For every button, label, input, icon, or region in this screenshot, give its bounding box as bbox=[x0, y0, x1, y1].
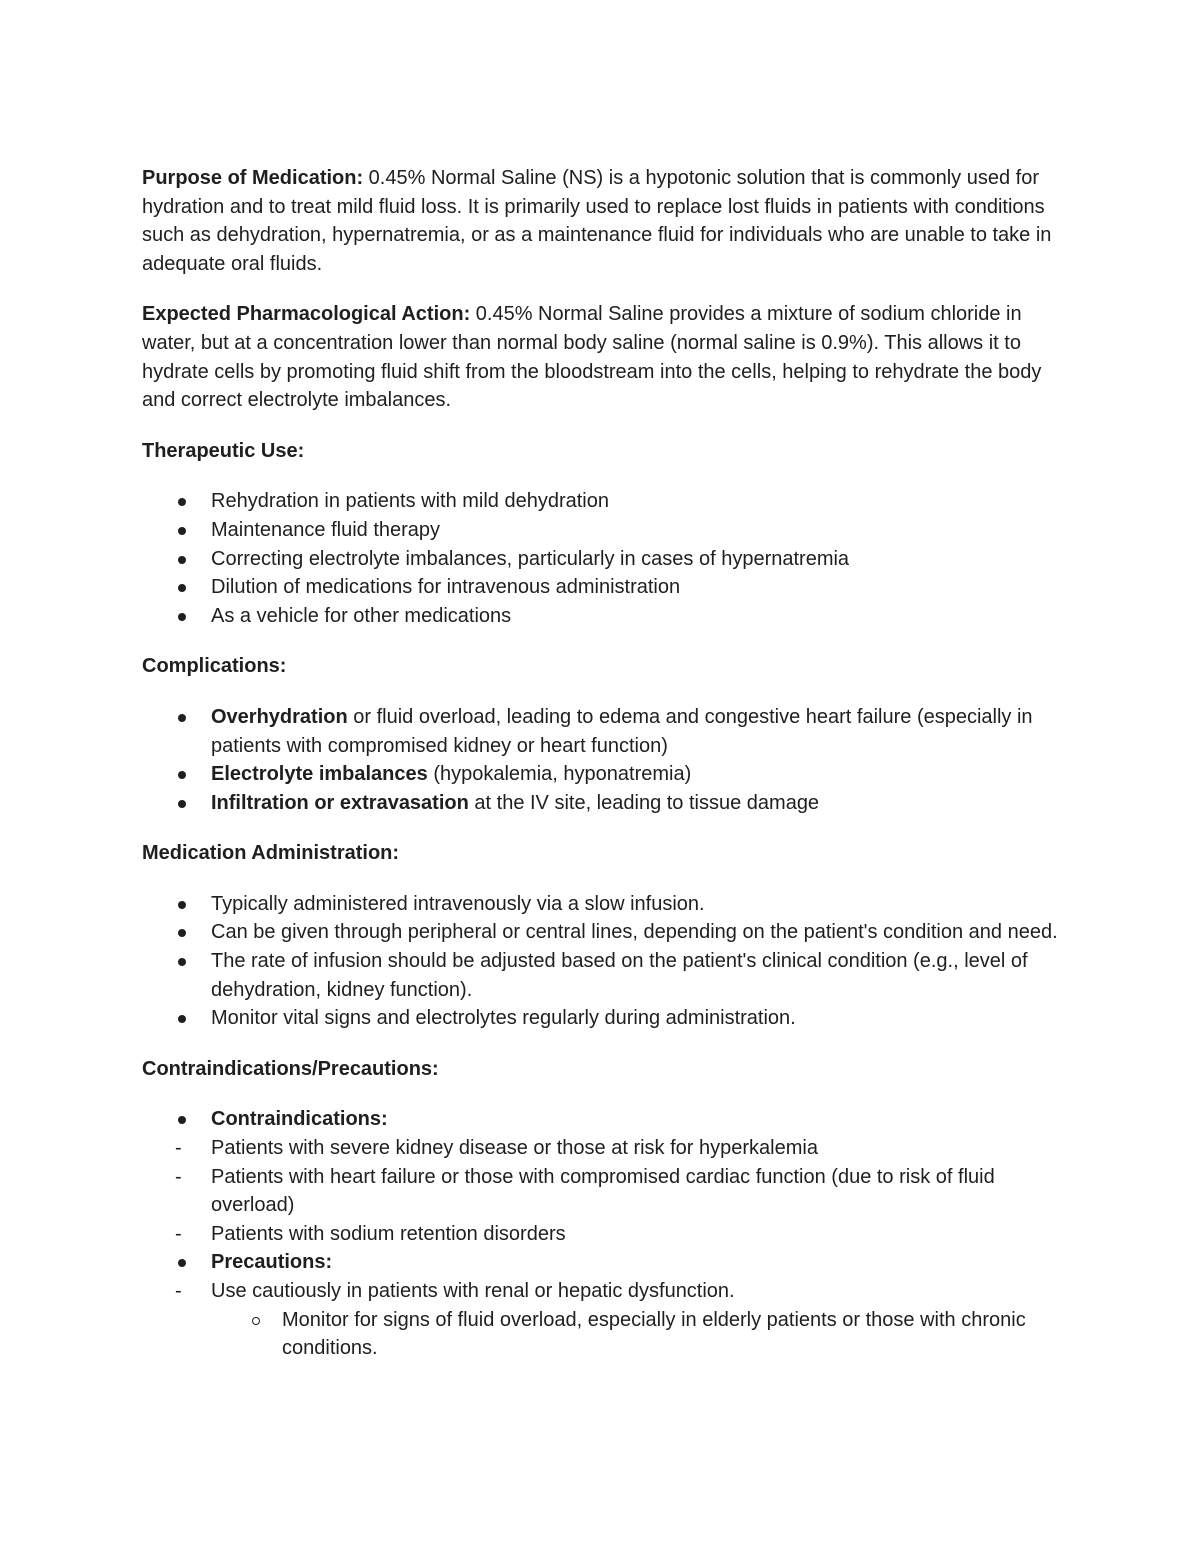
therapeutic-heading: Therapeutic Use: bbox=[142, 439, 305, 462]
contraindications-list bbox=[142, 1105, 1062, 1362]
list-item-text: Monitor vital signs and electrolytes regularly during administration. bbox=[211, 1007, 796, 1030]
list-item bbox=[142, 703, 1062, 760]
purpose-text: 0.45% Normal Saline (NS) is a hypotonic solution that is commonly used for hydration and to treat mild fluid loss. It is primarily used to replace lost fluids in patients with conditions such as dehydration, hypernatremia, or as a maintenance fluid for individuals who are unable to take in adequate oral fluids. bbox=[142, 167, 1052, 275]
complication-term: Infiltration or extravasation bbox=[211, 791, 469, 814]
list-item-text: Patients with heart failure or those with compromised cardiac function (due to risk of fluid overload) bbox=[211, 1165, 995, 1217]
dash-icon bbox=[142, 1277, 211, 1306]
list-item-text: As a vehicle for other medications bbox=[211, 604, 512, 627]
bullet-icon bbox=[142, 602, 211, 631]
administration-list bbox=[142, 890, 1062, 1033]
therapeutic-list bbox=[142, 487, 1062, 630]
list-item bbox=[142, 918, 1062, 947]
list-item-text: Patients with sodium retention disorders bbox=[211, 1222, 566, 1245]
bullet-icon bbox=[142, 703, 211, 732]
list-item bbox=[142, 1306, 1062, 1363]
list-item bbox=[142, 947, 1062, 1004]
bullet-icon bbox=[142, 1105, 211, 1134]
bullet-icon bbox=[142, 947, 211, 976]
list-item bbox=[142, 516, 1062, 545]
bullet-icon bbox=[142, 760, 211, 789]
complications-list bbox=[142, 703, 1062, 817]
dash-icon bbox=[142, 1220, 211, 1249]
list-item-text: Patients with severe kidney disease or those at risk for hyperkalemia bbox=[211, 1137, 818, 1160]
complication-text: at the IV site, leading to tissue damage bbox=[468, 791, 820, 814]
list-item bbox=[142, 789, 1062, 818]
list-item bbox=[142, 1248, 1062, 1277]
list-item bbox=[142, 1004, 1062, 1033]
purpose-paragraph bbox=[142, 164, 1062, 278]
precautions-label: Precautions: bbox=[211, 1251, 333, 1274]
complications-heading: Complications: bbox=[142, 655, 287, 678]
action-paragraph bbox=[142, 300, 1062, 414]
complication-text: (hypokalemia, hyponatremia) bbox=[427, 763, 692, 786]
list-item-text: Rehydration in patients with mild dehydration bbox=[211, 490, 609, 513]
list-item bbox=[142, 573, 1062, 602]
purpose-label: Purpose of Medication: bbox=[142, 167, 364, 189]
list-item bbox=[142, 545, 1062, 574]
bullet-icon bbox=[142, 789, 211, 818]
list-item-text: Maintenance fluid therapy bbox=[211, 518, 441, 541]
list-item bbox=[142, 1163, 1062, 1220]
list-item-text: Dilution of medications for intravenous administration bbox=[211, 576, 681, 599]
bullet-icon bbox=[142, 1004, 211, 1033]
list-item-text: Use cautiously in patients with renal or hepatic dysfunction. bbox=[211, 1280, 735, 1302]
action-label: Expected Pharmacological Action: bbox=[142, 303, 471, 326]
list-item bbox=[142, 487, 1062, 516]
contraindications-label: Contraindications: bbox=[211, 1108, 388, 1131]
bullet-icon bbox=[142, 573, 211, 602]
list-item-text: Monitor for signs of fluid overload, especially in elderly patients or those with chronic conditions. bbox=[282, 1308, 1026, 1360]
bullet-icon bbox=[142, 1248, 211, 1277]
document-page bbox=[142, 164, 1062, 1385]
list-item bbox=[142, 760, 1062, 789]
bullet-icon bbox=[142, 516, 211, 545]
list-item bbox=[142, 602, 1062, 631]
bullet-icon bbox=[142, 918, 211, 947]
dash-icon bbox=[142, 1134, 211, 1163]
action-text: 0.45% Normal Saline provides a mixture of sodium chloride in water, but at a concentration lower than normal body saline (normal saline is 0.9%). This allows it to hydrate cells by promoting fluid shift from the bloodstream into the cells, helping to rehydrate the body and correct electrolyte imbalances. bbox=[142, 303, 1042, 412]
list-item bbox=[142, 1220, 1062, 1249]
list-item bbox=[142, 1277, 1062, 1306]
dash-icon bbox=[142, 1163, 211, 1192]
list-item bbox=[142, 1105, 1062, 1134]
list-item-text: Typically administered intravenously via a slow infusion. bbox=[211, 892, 705, 915]
list-item bbox=[142, 890, 1062, 919]
complication-text: or fluid overload, leading to edema and congestive heart failure (especially in patients with compromised kidney or heart function) bbox=[211, 705, 1033, 757]
complication-term: Electrolyte imbalances bbox=[211, 763, 428, 786]
list-item-text: The rate of infusion should be adjusted based on the patient's clinical condition (e.g., level of dehydration, kidney function). bbox=[211, 950, 1028, 1001]
hollow-bullet-icon bbox=[142, 1306, 282, 1335]
list-item-text: Correcting electrolyte imbalances, particularly in cases of hypernatremia bbox=[211, 547, 850, 570]
bullet-icon bbox=[142, 890, 211, 919]
bullet-icon bbox=[142, 487, 211, 516]
list-item-text: Can be given through peripheral or central lines, depending on the patient's condition and need. bbox=[211, 921, 1058, 944]
complication-term: Overhydration bbox=[211, 705, 348, 728]
administration-heading: Medication Administration: bbox=[142, 842, 400, 865]
contraindications-heading: Contraindications/Precautions: bbox=[142, 1057, 439, 1080]
bullet-icon bbox=[142, 545, 211, 574]
list-item bbox=[142, 1134, 1062, 1163]
